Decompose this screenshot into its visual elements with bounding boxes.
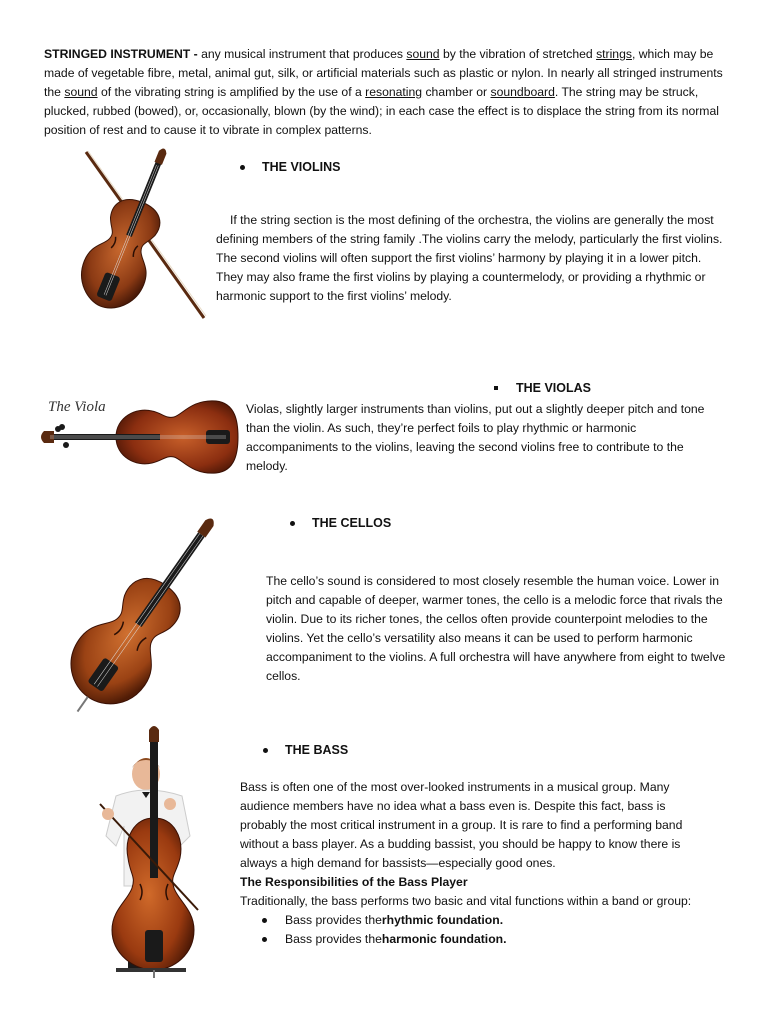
link-sound[interactable]: sound	[64, 85, 98, 99]
link-resonating[interactable]: resonating	[365, 85, 423, 99]
bullet-icon	[262, 918, 267, 923]
bass-player-image	[94, 734, 208, 978]
cellos-heading	[290, 516, 391, 530]
bass-subtext: Traditionally, the bass performs two basic and vital functions within a band or group:	[240, 894, 692, 908]
bullet-icon	[262, 937, 267, 942]
list-item-bold: harmonic foundation.	[381, 932, 507, 946]
intro-text: of the vibrating string is amplified by the use of a	[97, 85, 366, 99]
link-soundboard[interactable]: soundboard	[490, 85, 555, 99]
viola-caption: The Viola	[48, 399, 106, 415]
intro-text: by the vibration of stretched	[439, 47, 597, 61]
violins-paragraph: If the string section is the most defining of the orchestra, the violins are generally the most defining members of the string family .The violins carry the melody, particularly the first violins. The second violins will often support the first violins’ harmony by playing it in a lower pitch. They may also frame the first violins by playing a countermelody, or providing a rhythmic or harmonic support to the first violins’ melody.	[216, 213, 723, 303]
list-item-text: Bass provides the	[285, 913, 382, 927]
bullet-icon	[290, 521, 295, 526]
bullet-icon	[263, 748, 268, 753]
bass-heading	[263, 743, 348, 757]
list-item-bold: rhythmic foundation.	[381, 913, 504, 927]
intro-paragraph	[44, 45, 729, 140]
bass-paragraph: Bass is often one of the most over-looked instruments in a musical group. Many audience members have no idea what a bass even is. Despite this fact, bass is probably the most critical instrument in a group. It is rare to find a performing band without a bass player. As a budding bassist, you should be happy to know there is always a high demand for bassists—especially good ones.	[240, 780, 683, 870]
bass-heading-text: THE BASS	[285, 743, 349, 757]
violins-heading	[240, 160, 340, 174]
intro-text: . The string may be struck, plucked, rubbed (bowed), or, occasionally, blown (by the wind); in each case the effect is to displace the string from its normal position of rest and to cause it to vibrate in complex patterns.	[44, 85, 719, 137]
link-strings[interactable]: strings	[596, 47, 632, 61]
list-item-text: Bass provides the	[285, 932, 382, 946]
intro-text: , which may be made of vegetable fibre, metal, animal gut, silk, or artificial materials such as plastic or nylon. In nearly all stringed instruments the	[44, 47, 723, 99]
list-item	[240, 930, 640, 949]
cellos-heading-text: THE CELLOS	[312, 516, 392, 530]
bass-functions-list	[240, 911, 640, 949]
violas-paragraph: Violas, slightly larger instruments than violins, put out a slightly deeper pitch and tone than the violin. As such, they’re perfect foils to play rhythmic or harmonic accompaniments to the violins, leaving the second violins free to contribute to the melody.	[246, 402, 705, 473]
intro-term: STRINGED INSTRUMENT -	[44, 47, 198, 61]
link-sound[interactable]: sound	[406, 47, 440, 61]
bullet-icon	[494, 386, 498, 390]
violins-heading-text: THE VIOLINS	[262, 160, 341, 174]
viola-image	[40, 393, 240, 477]
list-item	[240, 911, 640, 930]
cellos-paragraph: The cello’s sound is considered to most closely resemble the human voice. Lower in pitch and capable of deeper, warmer tones, the cello is a melodic force that rivals the violin. Due to its richer tones, the cellos often provide counterpoint melodies to the violins. Yet the cello’s versatility also means it can be used to perform harmonic accompaniment to the violins. A full orchestra will have anywhere from eight to twelve cellos.	[266, 574, 726, 683]
intro-text: any musical instrument that produces	[197, 47, 407, 61]
intro-text: chamber or	[422, 85, 491, 99]
bass-subheading: The Responsibilities of the Bass Player	[240, 875, 468, 889]
violas-heading-text: THE VIOLAS	[516, 381, 592, 395]
bullet-icon	[240, 165, 245, 170]
violas-heading	[494, 381, 591, 395]
cello-image	[66, 518, 222, 704]
violin-image	[70, 148, 210, 328]
